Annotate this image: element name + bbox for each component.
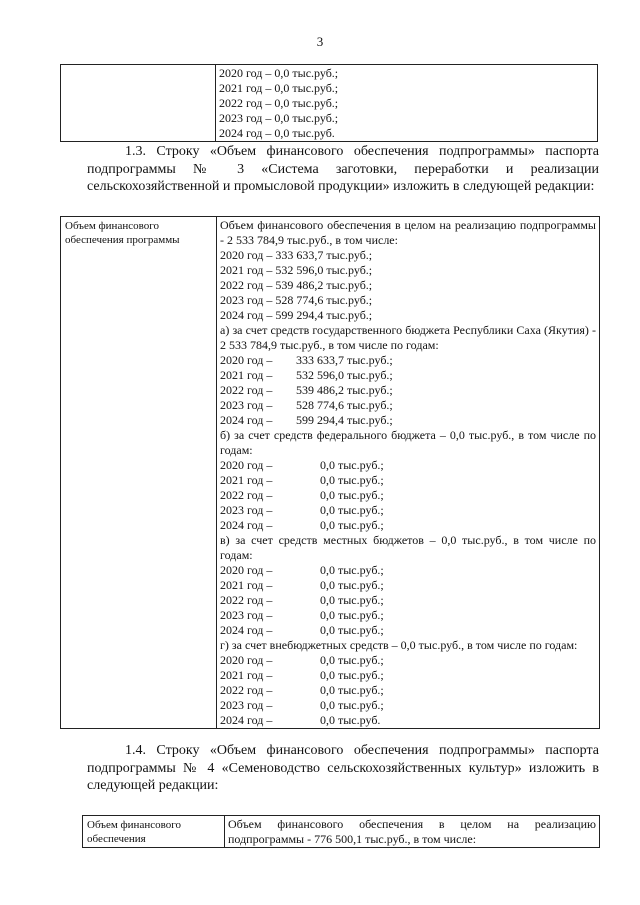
year-line: 2020 год – 0,0 тыс.руб.; xyxy=(219,66,339,80)
total-line: 2021 год – 532 596,0 тыс.руб.; xyxy=(220,263,373,277)
total-line: 2024 год – 599 294,4 тыс.руб.; xyxy=(220,308,373,322)
section-a-row: 2020 год – 333 633,7 тыс.руб.; xyxy=(220,353,393,367)
section-g-row: 2022 год – 0,0 тыс.руб.; xyxy=(220,683,384,697)
section-a-row: 2024 год – 599 294,4 тыс.руб.; xyxy=(220,413,393,427)
financing-table-1-3 xyxy=(60,216,600,729)
paragraph-1-4 xyxy=(87,742,599,795)
section-g-row: 2021 год – 0,0 тыс.руб.; xyxy=(220,668,384,682)
section-v-row: 2024 год – 0,0 тыс.руб.; xyxy=(220,623,384,637)
page-number: 3 xyxy=(316,34,324,49)
financing-label: Объем финансового обеспечения xyxy=(87,819,181,845)
year-line: 2021 год – 0,0 тыс.руб.; xyxy=(219,81,339,95)
continuation-table xyxy=(60,64,598,142)
financing-values-cell xyxy=(225,816,600,848)
paragraph-text: 1.4. Строку «Объем финансового обеспечения подпрограммы» паспорта подпрограммы № 4 «Семеноводство сельскохозяйственных культур» изложить в следующей редакции: xyxy=(87,743,599,793)
continuation-values-cell xyxy=(216,65,598,142)
financing-label-cell xyxy=(83,816,225,848)
total-intro: Объем финансового обеспечения в целом на реализацию подпрограммы - 776 500,1 тыс.руб., в том числе: xyxy=(228,817,596,846)
section-a-row: 2023 год – 528 774,6 тыс.руб.; xyxy=(220,398,393,412)
section-b-row: 2020 год – 0,0 тыс.руб.; xyxy=(220,458,384,472)
section-b-heading: б) за счет средств федерального бюджета – 0,0 тыс.руб., в том числе по годам: xyxy=(220,428,596,457)
section-v-row: 2023 год – 0,0 тыс.руб.; xyxy=(220,608,384,622)
paragraph-1-3 xyxy=(87,143,599,196)
financing-table-1-4 xyxy=(82,815,600,848)
total-line: 2022 год – 539 486,2 тыс.руб.; xyxy=(220,278,373,292)
total-line: 2020 год – 333 633,7 тыс.руб.; xyxy=(220,248,373,262)
financing-label-cell xyxy=(61,217,217,729)
year-line: 2022 год – 0,0 тыс.руб.; xyxy=(219,96,339,110)
empty-label-cell xyxy=(61,65,216,142)
section-g-heading: г) за счет внебюджетных средств – 0,0 тыс.руб., в том числе по годам: xyxy=(220,638,578,652)
section-v-row: 2020 год – 0,0 тыс.руб.; xyxy=(220,563,384,577)
section-b-row: 2024 год – 0,0 тыс.руб.; xyxy=(220,518,384,532)
year-line: 2024 год – 0,0 тыс.руб. xyxy=(219,126,335,140)
section-a-row: 2021 год – 532 596,0 тыс.руб.; xyxy=(220,368,393,382)
paragraph-text: 1.3. Строку «Объем финансового обеспечения подпрограммы» паспорта подпрограммы № 3 «Система заготовки, переработки и реализации сельскохозяйственной и промысловой продукции» изложить в следующей редакции: xyxy=(87,144,599,194)
total-intro: Объем финансового обеспечения в целом на реализацию подпрограммы - 2 533 784,9 тыс.руб., в том числе: xyxy=(220,218,596,247)
section-b-row: 2022 год – 0,0 тыс.руб.; xyxy=(220,488,384,502)
section-g-row: 2020 год – 0,0 тыс.руб.; xyxy=(220,653,384,667)
section-v-row: 2022 год – 0,0 тыс.руб.; xyxy=(220,593,384,607)
financing-label: Объем финансового обеспечения программы xyxy=(65,220,180,246)
section-v-row: 2021 год – 0,0 тыс.руб.; xyxy=(220,578,384,592)
section-g-row: 2024 год – 0,0 тыс.руб. xyxy=(220,713,381,727)
financing-values-cell xyxy=(217,217,600,729)
section-a-heading: а) за счет средств государственного бюджета Республики Саха (Якутия) - 2 533 784,9 тыс.руб., в том числе по годам: xyxy=(220,323,596,352)
section-v-heading: в) за счет средств местных бюджетов – 0,0 тыс.руб., в том числе по годам: xyxy=(220,533,596,562)
section-b-row: 2023 год – 0,0 тыс.руб.; xyxy=(220,503,384,517)
total-line: 2023 год – 528 774,6 тыс.руб.; xyxy=(220,293,373,307)
section-g-row: 2023 год – 0,0 тыс.руб.; xyxy=(220,698,384,712)
section-a-row: 2022 год – 539 486,2 тыс.руб.; xyxy=(220,383,393,397)
year-line: 2023 год – 0,0 тыс.руб.; xyxy=(219,111,339,125)
section-b-row: 2021 год – 0,0 тыс.руб.; xyxy=(220,473,384,487)
